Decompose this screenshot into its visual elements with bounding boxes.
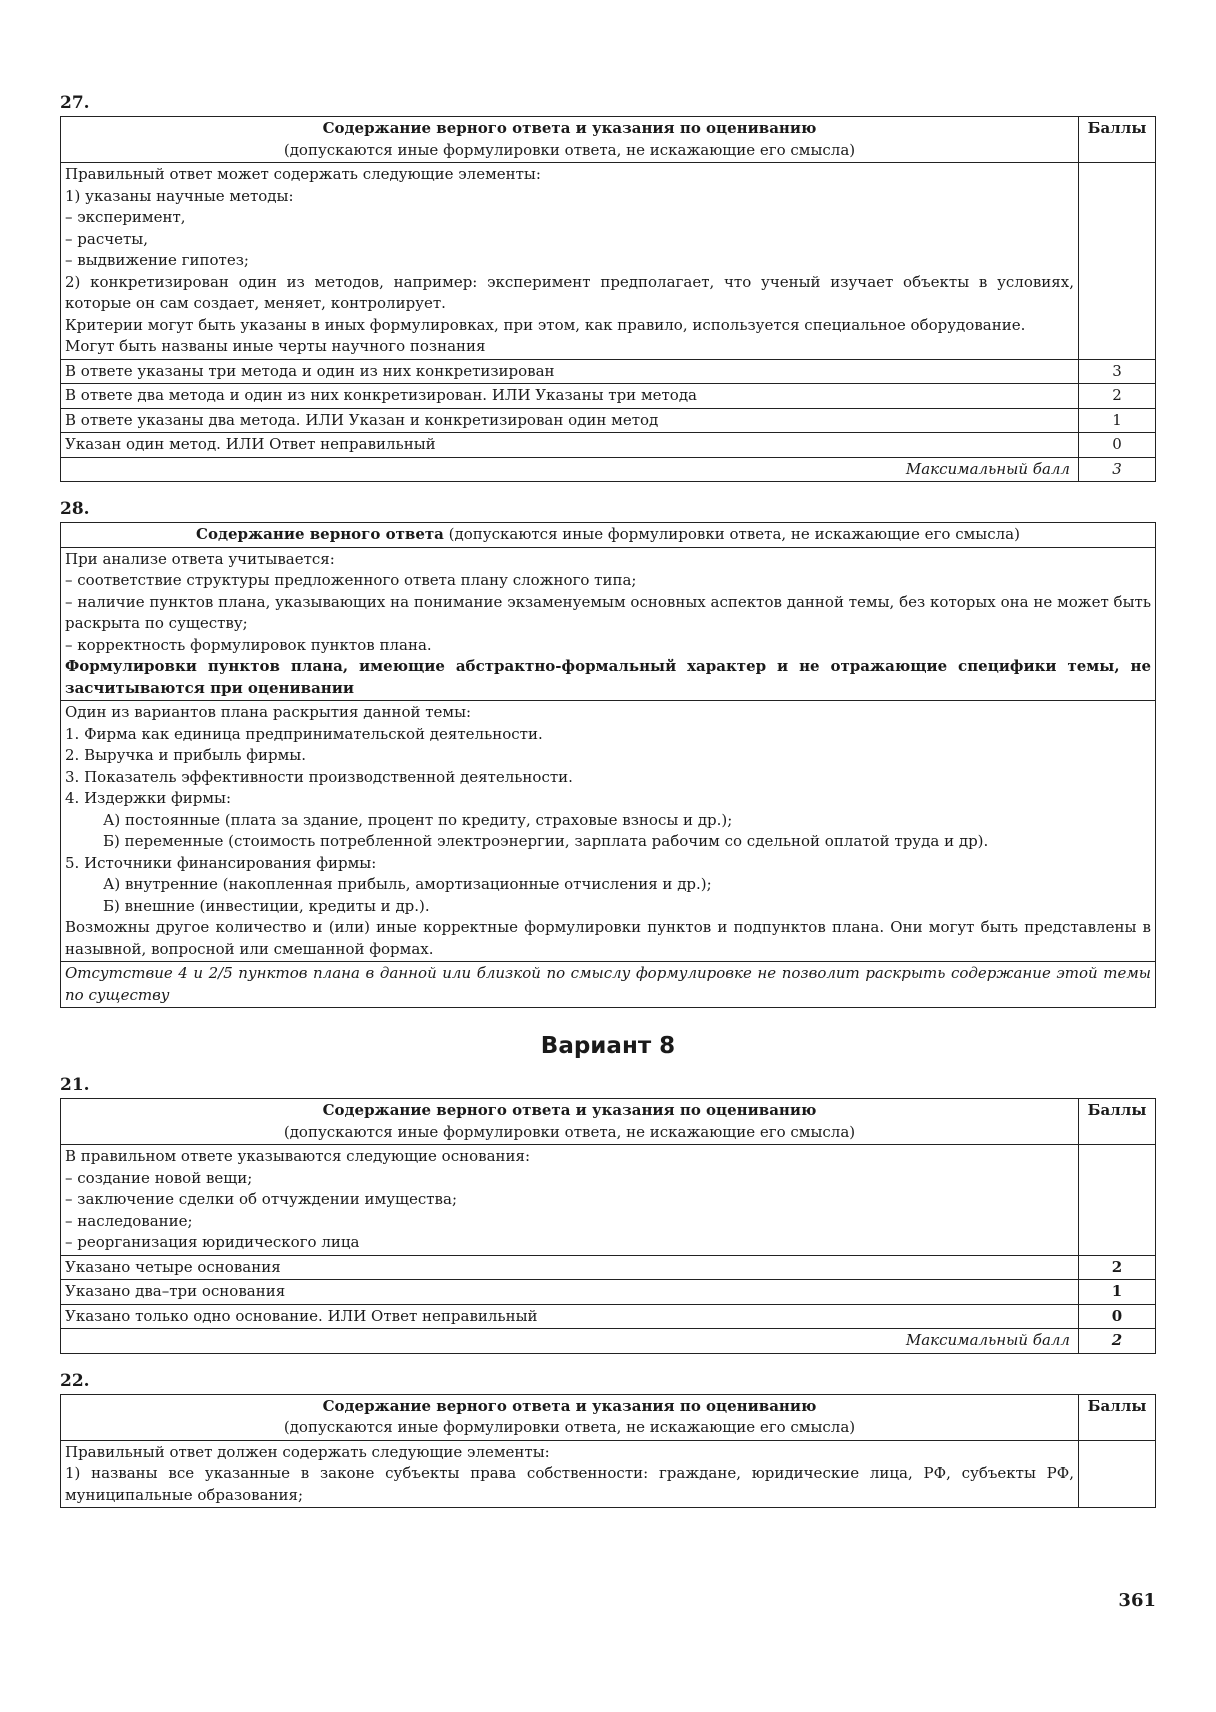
q27-criterion-text: Указан один метод. ИЛИ Ответ неправильный (61, 433, 1079, 458)
q21-body-line: – заключение сделки об отчуждении имущества; (65, 1190, 457, 1208)
q28-analysis-line: При анализе ответа учитывается: (65, 549, 335, 568)
q28-header (61, 523, 1156, 548)
variant-title: Вариант 8 (540, 1033, 676, 1059)
q27-body-line: – эксперимент, (65, 208, 186, 226)
q21-criterion-row (61, 1304, 1156, 1329)
q28-plan-item: 5. Источники финансирования фирмы: (65, 853, 377, 872)
q28-plan (61, 701, 1156, 962)
q27-body-line: 1) указаны научные методы: (65, 186, 294, 205)
q28-plan-item: 2. Выручка и прибыль фирмы. (65, 746, 306, 764)
q22-body-line: Правильный ответ должен содержать следующие элементы: (65, 1442, 550, 1461)
q28-plan-row (61, 701, 1156, 962)
q22-body-line: 1) названы все указанные в законе субъекты права собственности: граждане, юридические лица, РФ, субъекты РФ, муниципальные образования; (65, 1464, 1074, 1504)
q21-points-header: Баллы (1079, 1099, 1156, 1145)
q22-body-points (1079, 1440, 1156, 1508)
q27-header (61, 117, 1079, 163)
q22-header-line2: (допускаются иные формулировки ответа, не искажающие его смысла) (283, 1418, 856, 1436)
q22-header (61, 1394, 1079, 1440)
question-number-21: 21. (60, 1075, 90, 1095)
q27-max-value: 3 (1079, 457, 1156, 482)
q21-criterion-points: 1 (1079, 1280, 1156, 1305)
q21-criterion-text: Указано только одно основание. ИЛИ Ответ неправильный (61, 1304, 1079, 1329)
q21-criterion-text: Указано четыре основания (61, 1255, 1079, 1280)
q27-points-header: Баллы (1079, 117, 1156, 163)
q22-header-line1: Содержание верного ответа и указания по оцениванию (322, 1396, 817, 1415)
q27-criterion-points: 3 (1079, 359, 1156, 384)
q28-analysis-row (61, 547, 1156, 701)
q28-analysis-line: – наличие пунктов плана, указывающих на понимание экзаменуемым основных аспектов данной темы, без которых она не может быть раскрыта по существу; (65, 592, 1151, 632)
question-number-27: 27. (60, 93, 90, 113)
q27-body-row (61, 163, 1156, 360)
page-content (60, 90, 1156, 1508)
q22-header-row (61, 1394, 1156, 1440)
q22-body-row (61, 1440, 1156, 1508)
q28-analysis-line: – корректность формулировок пунктов плана. (65, 635, 432, 654)
q27-max-row (61, 457, 1156, 482)
q21-body-line: В правильном ответе указываются следующие основания: (65, 1147, 531, 1165)
q28-plan-subitem: Б) переменные (стоимость потребленной электроэнергии, зарплата рабочим со сдельной оплатой труда и др). (103, 832, 989, 850)
q22-points-header: Баллы (1079, 1394, 1156, 1440)
q28-analysis (61, 547, 1156, 701)
q28-analysis-bold: Формулировки пунктов плана, имеющие абстрактно-формальный характер и не отражающие специфики темы, не засчитываются при оценивании (65, 657, 1151, 697)
q27-criterion-text: В ответе указаны два метода. ИЛИ Указан и конкретизирован один метод (61, 408, 1079, 433)
q27-table (60, 116, 1156, 482)
q27-header-line2: (допускаются иные формулировки ответа, не искажающие его смысла) (283, 140, 856, 159)
q27-header-line1: Содержание верного ответа и указания по оцениванию (322, 119, 817, 137)
q27-max-label: Максимальный балл (61, 457, 1079, 482)
q21-body (61, 1145, 1079, 1256)
q27-body-line: Могут быть названы иные черты научного познания (65, 337, 486, 355)
q27-criterion-row (61, 384, 1156, 409)
q28-footer-row (61, 962, 1156, 1008)
question-number-28: 28. (60, 499, 90, 519)
q27-criterion-row (61, 408, 1156, 433)
q27-criterion-points: 2 (1079, 384, 1156, 409)
q21-header (61, 1099, 1079, 1145)
q21-header-row (61, 1099, 1156, 1145)
q22-table (60, 1394, 1156, 1509)
q27-criterion-text: В ответе два метода и один из них конкретизирован. ИЛИ Указаны три метода (61, 384, 1079, 409)
q27-body-line: 2) конкретизирован один из методов, например: эксперимент предполагает, что ученый изучает объекты в условиях, которые он сам создает, меняет, контролирует. (65, 272, 1074, 312)
q28-table (60, 522, 1156, 1008)
q21-max-row (61, 1329, 1156, 1354)
q21-max-label: Максимальный балл (61, 1329, 1079, 1354)
q21-max-value: 2 (1079, 1329, 1156, 1354)
q27-criterion-text: В ответе указаны три метода и один из них конкретизирован (61, 359, 1079, 384)
q27-criterion-points: 0 (1079, 433, 1156, 458)
question-number-22: 22. (60, 1370, 90, 1391)
q21-body-row (61, 1145, 1156, 1256)
q28-plan-subitem: А) внутренние (накопленная прибыль, амортизационные отчисления и др.); (103, 875, 712, 893)
q28-analysis-line: – соответствие структуры предложенного ответа плану сложного типа; (65, 571, 637, 589)
q28-header-row (61, 523, 1156, 548)
q21-body-line: – создание новой вещи; (65, 1168, 253, 1187)
q27-header-row (61, 117, 1156, 163)
q21-body-points (1079, 1145, 1156, 1256)
q21-criterion-row (61, 1280, 1156, 1305)
q27-criterion-points: 1 (1079, 408, 1156, 433)
q28-plan-intro: Один из вариантов плана раскрытия данной темы: (65, 703, 472, 721)
q27-body-line: – расчеты, (65, 229, 149, 248)
page-number: 361 (1118, 1590, 1156, 1611)
q21-header-line2: (допускаются иные формулировки ответа, не искажающие его смысла) (283, 1122, 856, 1141)
q21-body-line: – наследование; (65, 1211, 193, 1230)
q27-body-line: – выдвижение гипотез; (65, 251, 249, 269)
q28-plan-item: 1. Фирма как единица предпринимательской деятельности. (65, 724, 543, 743)
q27-body-line: Правильный ответ может содержать следующие элементы: (65, 165, 541, 183)
q28-plan-subitem: А) постоянные (плата за здание, процент по кредиту, страховые взносы и др.); (103, 810, 733, 829)
q27-criterion-row (61, 433, 1156, 458)
q27-body (61, 163, 1079, 360)
q28-plan-item: 4. Издержки фирмы: (65, 789, 231, 807)
q27-body-line: Критерии могут быть указаны в иных формулировках, при этом, как правило, используется специальное оборудование. (65, 315, 1026, 334)
q21-criterion-points: 0 (1079, 1304, 1156, 1329)
q21-criterion-text: Указано два–три основания (61, 1280, 1079, 1305)
q22-body (61, 1440, 1079, 1508)
q28-plan-item: 3. Показатель эффективности производственной деятельности. (65, 767, 573, 786)
q28-plan-subitem: Б) внешние (инвестиции, кредиты и др.). (103, 896, 430, 915)
q21-criterion-row (61, 1255, 1156, 1280)
q27-criterion-row (61, 359, 1156, 384)
q27-body-points (1079, 163, 1156, 360)
q21-criterion-points: 2 (1079, 1255, 1156, 1280)
q28-plan-note: Возможны другое количество и (или) иные корректные формулировки пунктов и подпунктов плана. Они могут быть представлены в назывной, вопросной или смешанной формах. (65, 918, 1151, 958)
q21-header-line1: Содержание верного ответа и указания по оцениванию (322, 1101, 817, 1119)
q28-footer: Отсутствие 4 и 2/5 пунктов плана в данной или близкой по смыслу формулировке не позволит раскрыть содержание этой темы по существу (61, 962, 1156, 1008)
q28-header-bold: Содержание верного ответа (196, 525, 444, 543)
q28-header-rest: (допускаются иные формулировки ответа, не искажающие его смысла) (443, 525, 1020, 543)
q21-table (60, 1098, 1156, 1354)
q21-body-line: – реорганизация юридического лица (65, 1233, 360, 1251)
